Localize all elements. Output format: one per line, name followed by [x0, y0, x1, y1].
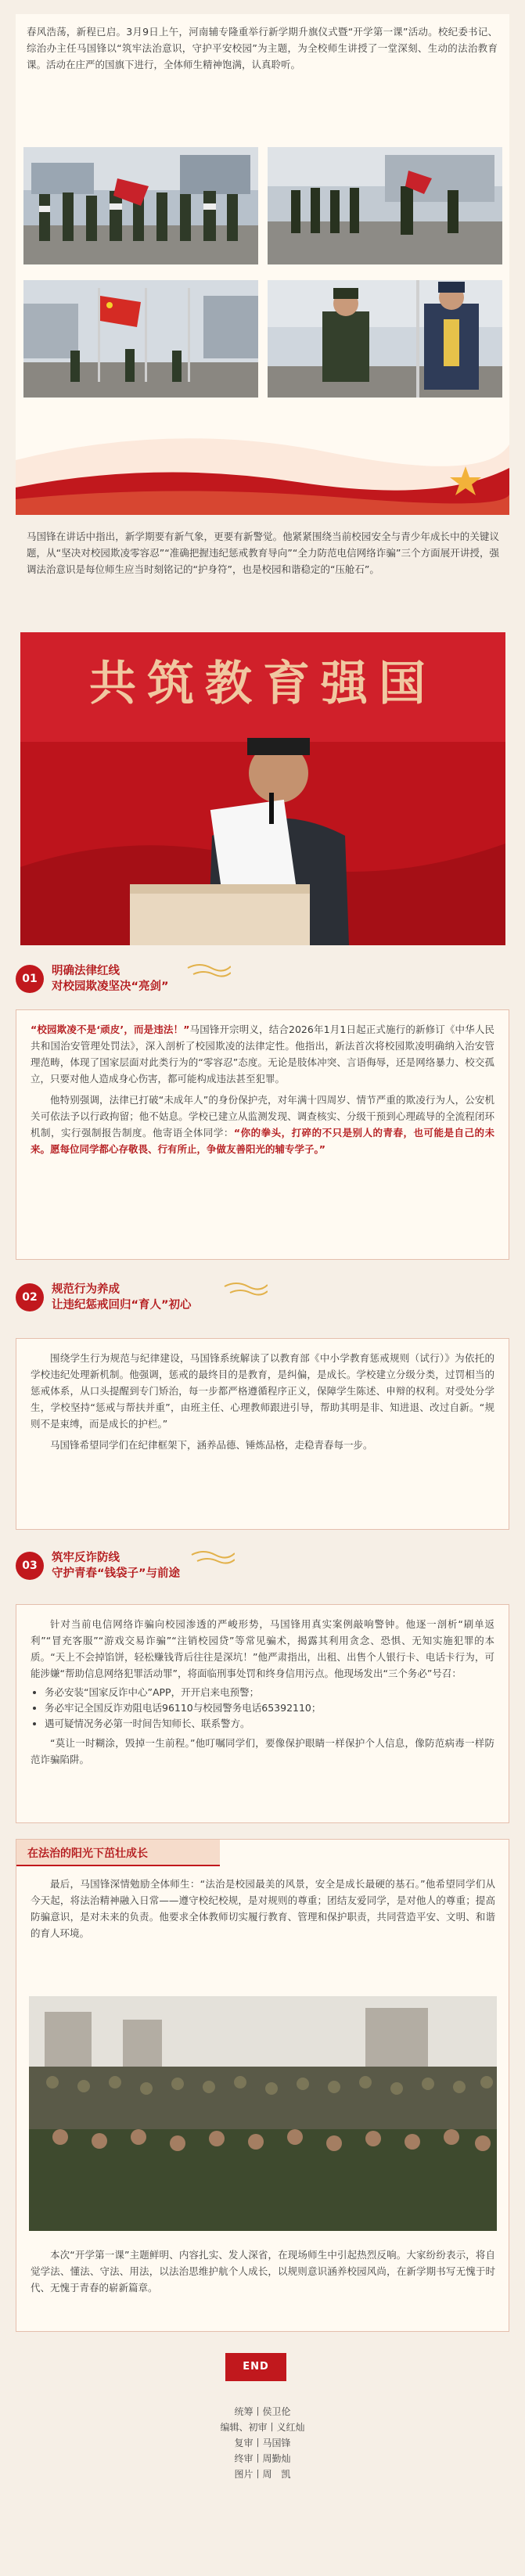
section-2-title-line1: 规范行为养成 — [52, 1283, 120, 1296]
section-1-title-line1: 明确法律红线 — [52, 965, 120, 977]
credit-line: 图片丨周 凯 — [234, 2469, 291, 2480]
section-3-body — [16, 1604, 509, 1823]
section-4-paragraph-1: 最后，马国锋深情勉励全体师生：“法治是校园最美的风景，安全是成长最硬的基石。”他希望同学们从今天起，将法治精神融入日常——遵守校纪校规，是对规则的尊重；团结友爱同学，是对他人的尊重；提高防骗意识，是对未来的负责。他要求全体教师切实履行教育、管理和保护职责，共同营造平安、文明、和谐的育人环境。 — [31, 1878, 495, 1939]
photo-flag-guard-closeup — [268, 280, 502, 398]
flag-guard-march-illustration — [23, 147, 258, 264]
section-3-title-line1: 筑牢反诈防线 — [52, 1552, 120, 1564]
credit-line: 编辑、初审丨义红灿 — [220, 2422, 305, 2433]
section-2-body — [16, 1338, 509, 1530]
photo-flag-guard-parade — [268, 147, 502, 264]
section-4-title: 在法治的阳光下茁壮成长 — [27, 1847, 148, 1860]
section-1-title-line2: 对校园欺凌坚决“亮剑” — [52, 980, 169, 993]
section-3-bullet: • 务必牢记全国反诈劝阻电话96110与校园警务电话65392110； — [45, 1700, 494, 1716]
flag-decoration-icon — [221, 1279, 268, 1302]
section-2-paragraph-2: 马国锋希望同学们在纪律框架下，涵养品德、锤炼品格，走稳青春每一步。 — [50, 1439, 373, 1451]
section-3-paragraph-2: “莫让一时糊涂，毁掉一生前程。”他叮嘱同学们，要像保护眼睛一样保护个人信息，像防范病毒一样防范诈骗陷阱。 — [31, 1737, 494, 1765]
section-1-para1-text: 马国锋开宗明义，结合2026年1月1日起正式施行的新修订《中华人民共和国治安管理处罚法》，深入剖析了校园欺凌的法律定性。他指出，新法首次将校园欺凌明确纳入治安管理范畴，体现了国家层面对此类行为的“零容忍”态度。无论是肢体冲突、言语侮辱，还是网络暴力、校交孤立，只要对他人造成身心伤害，都可能构成违法甚至犯罪。 — [31, 1024, 494, 1085]
credit-line: 统筹丨侯卫伦 — [234, 2406, 291, 2417]
credit-line: 复审丨马国锋 — [234, 2437, 291, 2448]
students-assembly-illustration — [29, 1996, 497, 2231]
photo-flag-guard-march — [23, 147, 258, 264]
students-assembly-photo — [29, 1996, 497, 2231]
section-4-card — [16, 1839, 509, 2332]
section-4-paragraph-2: 本次“开学第一课”主题鲜明、内容扎实、发人深省，在现场师生中引起热烈反响。大家纷纷表示，将自觉学法、懂法、守法、用法，以法治思维护航个人成长，以规则意识涵养校园风尚，在新学期书写无愧于时代、无愧于青春的崭新篇章。 — [31, 2249, 495, 2294]
intro-paragraph: 春风浩荡，新程已启。3月9日上午，河南辅专隆重举行新学期升旗仪式暨“开学第一课”活动。校纪委书记、综治办主任马国锋以“筑牢法治意识，守护平安校园”为主题，为全校师生讲授了一堂深刻、生动的法治教育课。活动在庄严的国旗下进行，全体师生精神饱满，认真聆听。 — [27, 26, 498, 70]
section-2-number: 02 — [16, 1283, 44, 1311]
section-1-title — [52, 963, 169, 995]
section-1-body — [16, 1009, 509, 1260]
banner-slogan: 共筑教育强国 — [89, 657, 437, 711]
section-3-title-line2: 守护青春“钱袋子”与前途 — [52, 1567, 181, 1580]
section-1-para2-text: 他特别强调，法律已打破“未成年人”的身份保护壳，对年满十四周岁、情节严重的欺凌行为人，公安机关可依法予以行政拘留；他不姑息。学校已建立从监测发现、调查核实、分级干预到心理疏导的全流程闭环机制，实行强制报告制度。他寄语全体同学： — [31, 1094, 494, 1139]
section-1-number: 01 — [16, 965, 44, 993]
section-3-bullet: • 务必安装“国家反诈中心”APP，开开启来电预警； — [45, 1685, 494, 1700]
section-2-paragraph-1: 围绕学生行为规范与纪律建设，马国锋系统解读了以教育部《中小学教育惩戒规则（试行）》为依托的学校违纪处理新机制。他强调，惩戒的最终目的是教育，是纠偏，是成长。学校建立分级分类，过罚相当的惩戒体系，从口头提醒到专门矫治，每一步都严格遵循程序正义，保障学生陈述、申辩的权利。对受处分学生，学校坚持“惩戒与帮扶并重”，由班主任、心理教师跟进引导，帮助其明是非、知进退、改过自新。“规则不是束缚，而是成长的护栏。” — [31, 1352, 494, 1430]
intro-card — [16, 14, 509, 515]
credit-line: 终审丨周勤灿 — [234, 2453, 291, 2464]
section-1-para2-emphasis: “你的拳头，打碎的不只是别人的青春，也可能是自己的未来。愿每位同学都心存敬畏、行有所止，争做友善阳光的辅专学子。” — [31, 1127, 494, 1155]
section-3-heading — [16, 1545, 509, 1594]
section-3-title — [52, 1550, 180, 1581]
section-1-paragraph-1 — [31, 1021, 494, 1087]
section-1-heading — [16, 959, 509, 1007]
flag-decoration-icon — [184, 960, 231, 984]
flag-raising-illustration — [23, 280, 258, 398]
section-2-title-line2: 让违纪惩戒回归“育人”初心 — [52, 1299, 192, 1311]
photo-flag-raising — [23, 280, 258, 398]
end-marker: END — [225, 2353, 286, 2381]
section-1-para1-emphasis: “校园欺凌不是‘顽皮’，而是违法！” — [31, 1024, 190, 1035]
flag-decoration-icon — [188, 1547, 235, 1570]
section-1-paragraph-2 — [31, 1092, 494, 1157]
section-2-heading — [16, 1277, 509, 1326]
credits — [0, 2404, 525, 2482]
section-2-title — [52, 1282, 192, 1313]
decorative-red-wave — [16, 413, 509, 515]
intro-paragraph-2: 马国锋在讲话中指出，新学期要有新气象，更要有新警觉。他紧紧围绕当前校园安全与青少年成长中的关键议题，从“坚决对校园欺凌零容忍”“准确把握违纪惩戒教育导向”“全力防范电信网络诈骗”三个方面展开讲授，强调法治意识是每位师生应当时刻铭记的“护身符”，也是校园和谐稳定的“压舱石”。 — [27, 531, 499, 575]
section-3-number: 03 — [16, 1552, 44, 1580]
flag-guard-parade-illustration — [268, 147, 502, 264]
section-3-paragraph-1: 针对当前电信网络诈骗向校园渗透的严峻形势，马国锋用真实案例敲响警钟。他逐一剖析“刷单返利”“冒充客服”“游戏交易诈骗”“注销校园贷”等常见骗术，揭露其利用贪念、恐惧、无知实施犯罪的本质。“天上不会掉馅饼，轻松赚钱背后往往是深坑！”他严肃指出，出租、出售个人银行卡、电话卡行为，可能涉嫌“帮助信息网络犯罪活动罪”，将面临刑事处罚和终身信用污点。他现场发出“三个务必”号召： — [31, 1618, 494, 1679]
flag-guard-closeup-illustration — [268, 280, 502, 398]
section-3-bullet-list — [31, 1685, 494, 1732]
section-3-bullet: • 遇可疑情况务必第一时间告知师长、联系警方。 — [45, 1716, 494, 1732]
speaker-banner-photo — [20, 632, 505, 945]
